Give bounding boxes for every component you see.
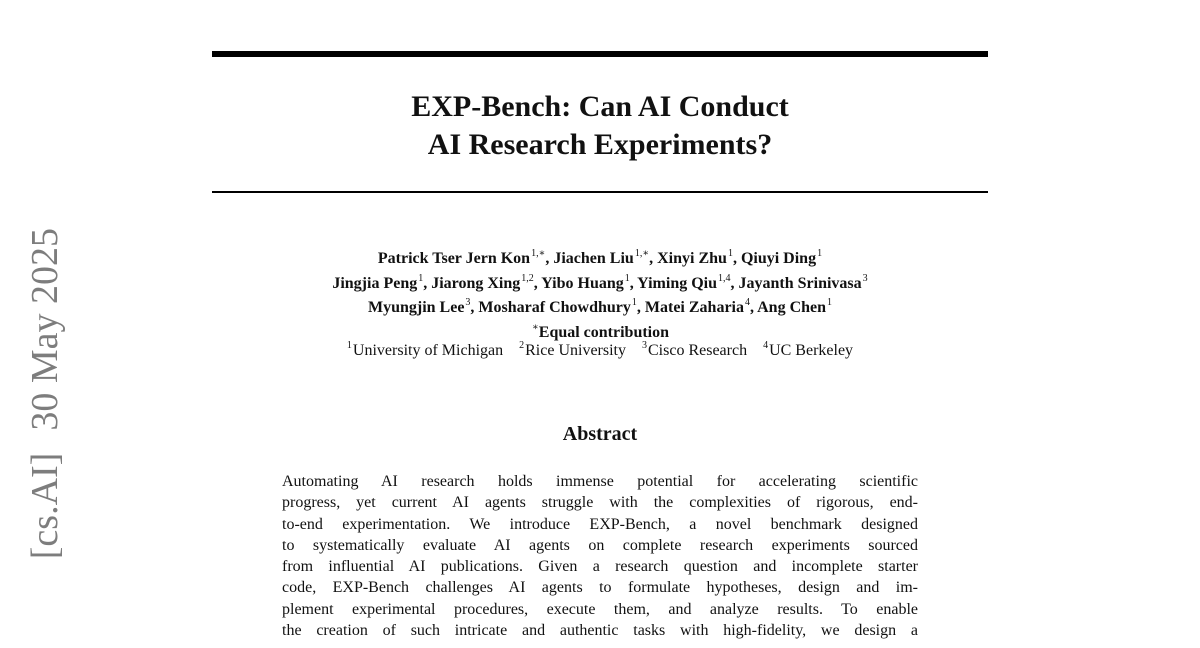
author-affil-mark: 1 <box>624 272 630 284</box>
equal-contribution-text: Equal contribution <box>538 323 670 341</box>
affiliation <box>763 342 853 359</box>
author-affil-mark: 1,∗ <box>634 248 650 259</box>
title-line-2: AI Research Experiments? <box>427 128 773 161</box>
affiliation-mark: 3 <box>642 340 647 351</box>
author-name: Jiarong Xing <box>431 274 521 292</box>
affiliation-mark: 4 <box>763 340 769 351</box>
author-affil-mark: 3 <box>862 272 868 284</box>
abstract-line: to systematically evaluate AI agents on complete research experiments sourced <box>282 536 918 554</box>
arxiv-category: [cs.AI] <box>24 452 66 560</box>
author-block <box>212 248 988 346</box>
affiliation <box>347 342 503 359</box>
affiliation-name: UC Berkeley <box>769 342 854 359</box>
affiliation <box>642 342 747 359</box>
title-top-rule <box>212 51 988 57</box>
affiliation-name: University of Michigan <box>352 342 504 359</box>
paper-title <box>212 88 988 164</box>
abstract-line: the creation of such intricate and authentic tasks with high-fidelity, we design a <box>282 622 918 640</box>
author-affil-mark: 1,2 <box>521 272 534 284</box>
author-affil-mark: 1 <box>827 297 833 308</box>
abstract-line: to-end experimentation. We introduce EXP-Bench, a novel benchmark designed <box>282 515 918 533</box>
arxiv-date: 30 May 2025 <box>24 228 66 431</box>
title-bottom-rule <box>212 191 988 193</box>
author-name: Patrick Tser Jern Kon <box>377 250 531 267</box>
author-affil-mark: 1 <box>631 297 637 308</box>
affiliation <box>519 342 626 359</box>
equal-contribution-mark: ∗ <box>531 321 539 333</box>
author-name: Xinyi Zhu <box>657 250 727 267</box>
abstract-body <box>282 471 918 641</box>
author-affil-mark: 1 <box>727 248 733 259</box>
author-name: Matei Zaharia <box>644 299 744 316</box>
author-name: Jiachen Liu <box>553 250 634 267</box>
author-name: Yiming Qiu <box>637 274 718 292</box>
affiliation-name: Cisco Research <box>648 342 748 359</box>
author-affil-mark: 1,4 <box>718 272 731 284</box>
author-affil-mark: 4 <box>744 297 750 308</box>
author-name: Myungjin Lee <box>367 299 465 316</box>
author-name: Ang Chen <box>757 299 827 316</box>
abstract-line: progress, yet current AI agents struggle with the complexities of rigorous, end- <box>282 494 918 512</box>
abstract-line: Automating AI research holds immense potential for accelerating scientific <box>282 473 918 490</box>
abstract-line: code, EXP-Bench challenges AI agents to formulate hypotheses, design and im- <box>282 579 918 597</box>
author-name: Jayanth Srinivasa <box>738 274 862 292</box>
abstract-line: from influential AI publications. Given a research question and incomplete starter <box>282 558 918 576</box>
author-affil-mark: 1,∗ <box>531 248 546 259</box>
author-name: Yibo Huang <box>541 274 624 292</box>
title-line-1: EXP-Bench: Can AI Conduct <box>411 90 789 123</box>
author-line-1: Patrick Tser Jern Kon$^{1,∗}$, Jiachen Liu$^{1,∗}$, Xinyi Zhu$^1$, Qiuyi Ding$^1$ <box>377 248 823 267</box>
arxiv-margin-stamp <box>20 228 70 648</box>
affiliations <box>212 340 988 364</box>
abstract-line: plement experimental procedures, execute them, and analyze results. To enable <box>282 600 918 618</box>
author-affil-mark: 3 <box>465 297 471 308</box>
author-affil-mark: 1 <box>418 272 424 284</box>
author-name: Mosharaf Chowdhury <box>478 299 631 316</box>
abstract-heading: Abstract <box>562 423 638 445</box>
author-line-2: Jingjia Peng$^1$, Jiarong Xing$^{1,2}$, Yibo Huang$^1$, Yiming Qiu$^{1,4}$, Jayanth Srinivasa$^3$ <box>332 272 868 292</box>
author-affil-mark: 1 <box>817 248 823 259</box>
author-line-3: Myungjin Lee$^3$, Mosharaf Chowdhury$^1$, Matei Zaharia$^4$, Ang Chen$^1$ <box>367 297 833 316</box>
author-name: Qiuyi Ding <box>740 250 817 267</box>
affiliation-name: Rice University <box>525 342 626 359</box>
affiliation-mark: 2 <box>519 340 525 351</box>
affiliation-mark: 1 <box>346 340 352 351</box>
author-name: Jingjia Peng <box>332 274 418 292</box>
